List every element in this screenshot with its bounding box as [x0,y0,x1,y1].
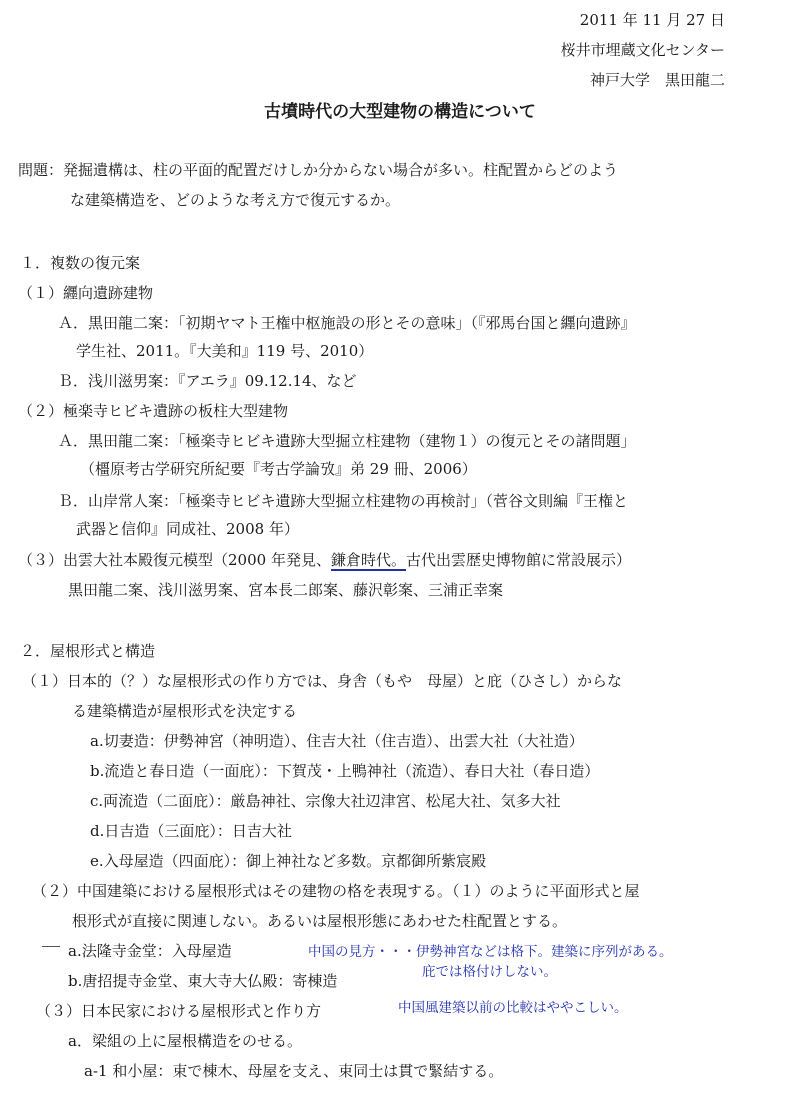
date: 2011 年 11 月 27 日 [579,11,725,29]
note-china-view-line-1: 中国の見方・・・伊勢神宮などは格下。建築に序列がある。 [308,944,673,960]
section-2-1-line-1: （１）日本的（？）な屋根形式の作り方では、身舎（もや 母屋）と庇（ひさし）からな [22,672,623,690]
section-1-2-b-line-2: 武器と信仰』同成社、2008 年） [76,520,299,538]
section-1-1-heading: （１）纒向遺跡建物 [18,284,154,302]
section-2-1-line-2: る建築構造が屋根形式を決定する [72,702,298,720]
section-1-heading: １．複数の復元案 [20,254,141,272]
problem-line-1: 問題：発掘遺構は、柱の平面的配置だけしか分からない場合が多い。柱配置からどのよう [18,161,619,179]
section-1-3-post: 古代出雲歴史博物館に常設展示） [405,551,631,569]
section-2-2-a: a.法隆寺金堂：入母屋造 [68,942,232,960]
section-2-2-line-2: 根形式が直接に関連しない。あるいは屋根形態にあわせた柱配置とする。 [72,912,568,930]
page-title: 古墳時代の大型建物の構造について [264,102,536,122]
section-1-2-b-line-1: Ｂ．山岸常人案：「極楽寺ヒビキ遺跡大型掘立柱建物の再検討」（菅谷文則編『王権と [58,492,629,510]
section-2-3-heading: （３）日本民家における屋根形式と作り方 [36,1002,322,1020]
section-1-2-a-line-2: （橿原考古学研究所紀要『考古学論攷』弟 29 冊、2006） [80,460,477,478]
section-1-2-heading: （２）極楽寺ヒビキ遺跡の板柱大型建物 [18,402,289,420]
section-2-1-item-a: a.切妻造：伊勢神宮（神明造）、住吉大社（住吉造）、出雲大社（大社造） [90,732,584,750]
organization: 桜井市埋蔵文化センター [560,41,725,59]
section-2-3-a1: a-1 和小屋：束で棟木、母屋を支え、束同士は貫で緊結する。 [84,1062,504,1080]
section-1-1-a-line-1: Ａ．黒田龍二案：「初期ヤマト王権中枢施設の形とその意味」（『邪馬台国と纒向遺跡』 [58,314,636,332]
section-2-1-item-e: e.入母屋造（四面庇）：御上神社など多数。京都御所紫宸殿 [90,852,487,870]
section-1-3-line-2: 黒田龍二案、浅川滋男案、宮本長二郎案、藤沢彰案、三浦正幸案 [68,581,504,599]
author: 神戸大学 黒田龍二 [589,71,725,89]
section-2-heading: ２．屋根形式と構造 [20,642,156,660]
section-2-1-item-d: d.日吉造（三面庇）：日吉大社 [90,822,292,840]
problem-line-2: な建築構造を、どのような考え方で復元するか。 [70,191,401,209]
note-comparison: 中国風建築以前の比較はややこしい。 [398,1000,628,1016]
margin-dash-mark [42,946,60,947]
note-china-view-line-2: 庇では格付けしない。 [422,964,557,980]
section-2-2-line-1: （２）中国建築における屋根形式はその建物の格を表現する。（１）のように平面形式と屋 [32,882,640,900]
section-1-3-line-1 [18,550,631,570]
section-2-2-b: b.唐招提寺金堂、東大寺大仏殿：寄棟造 [68,972,338,990]
section-2-3-a: a．梁組の上に屋根構造をのせる。 [68,1032,302,1050]
section-2-1-item-c: c.両流造（二面庇）：厳島神社、宗像大社辺津宮、松尾大社、気多大社 [90,792,561,810]
section-1-1-b: Ｂ．浅川滋男案：『アエラ』09.12.14、など [58,372,357,390]
section-1-2-a-line-1: Ａ．黒田龍二案：「極楽寺ヒビキ遺跡大型掘立柱建物（建物１）の復元とその諸問題」 [58,432,636,450]
underlined-kamakura: 鎌倉時代。 [330,551,406,569]
section-1-3-pre: （３）出雲大社本殿復元模型（2000 年発見、 [18,551,331,569]
section-1-1-a-line-2: 学生社、2011。『大美和』119 号、2010） [76,342,374,360]
section-2-1-item-b: b.流造と春日造（一面庇）：下賀茂・上鴨神社（流造）、春日大社（春日造） [90,762,600,780]
